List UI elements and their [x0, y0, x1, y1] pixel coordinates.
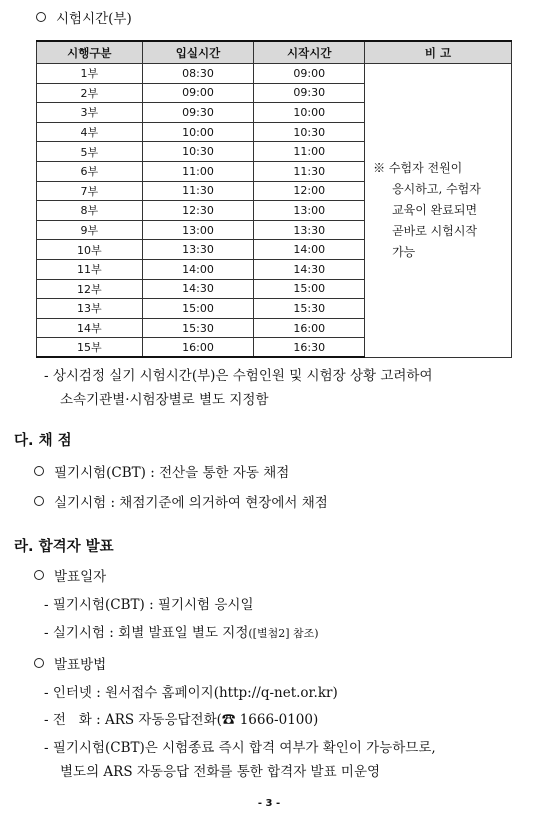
start-time-cell: 16:30 — [254, 338, 365, 358]
header-entry-time: 입실시간 — [142, 41, 254, 64]
entry-time-cell: 12:30 — [142, 201, 254, 221]
note-line: 응시하고, 수험자 — [392, 181, 481, 196]
entry-time-cell: 08:30 — [142, 64, 254, 84]
entry-time-cell: 10:00 — [142, 122, 254, 142]
note-line: ※ 수험자 전원이 — [373, 160, 463, 175]
entry-time-cell: 14:00 — [142, 259, 254, 279]
grading-section-title: 다. 채 점 — [14, 433, 72, 449]
start-time-cell: 16:00 — [254, 318, 365, 338]
session-cell: 4부 — [37, 122, 143, 142]
circle-bullet-icon — [34, 466, 44, 476]
header-session: 시행구분 — [37, 41, 143, 64]
table-row — [37, 64, 512, 84]
announcement-method-item: 별도의 ARS 자동응답 전화를 통한 합격자 발표 미운영 — [60, 764, 381, 780]
entry-time-cell: 09:00 — [142, 83, 254, 103]
header-start-time: 시작시간 — [254, 41, 365, 64]
session-cell: 5부 — [37, 142, 143, 162]
announcement-method-heading: 발표방법 — [34, 656, 106, 674]
entry-time-cell: 13:00 — [142, 220, 254, 240]
session-cell: 1부 — [37, 64, 143, 84]
start-time-cell: 15:30 — [254, 299, 365, 319]
start-time-cell: 09:30 — [254, 83, 365, 103]
entry-time-cell: 10:30 — [142, 142, 254, 162]
exam-time-remark-line-1: - 상시검정 실기 시험시간(부)은 수험인원 및 시험장 상황 고려하여 — [44, 368, 433, 384]
start-time-cell: 11:30 — [254, 161, 365, 181]
announcement-method-item: - 인터넷 : 원서접수 홈페이지(http://q-net.or.kr) — [44, 685, 338, 701]
announcement-date-item: - 필기시험(CBT) : 필기시험 응시일 — [44, 597, 254, 613]
start-time-cell: 11:00 — [254, 142, 365, 162]
session-cell: 14부 — [37, 318, 143, 338]
entry-time-cell: 15:30 — [142, 318, 254, 338]
entry-time-cell: 14:30 — [142, 279, 254, 299]
entry-time-cell: 16:00 — [142, 338, 254, 358]
session-cell: 3부 — [37, 103, 143, 123]
circle-bullet-icon — [34, 570, 44, 580]
session-cell: 11부 — [37, 259, 143, 279]
appendix-reference: ([별첨2] 참조) — [248, 627, 319, 640]
exam-time-heading: 시험시간(부) — [36, 10, 132, 28]
start-time-cell: 14:00 — [254, 240, 365, 260]
announcement-date-heading: 발표일자 — [34, 568, 106, 586]
circle-bullet-icon — [34, 496, 44, 506]
session-cell: 7부 — [37, 181, 143, 201]
note-line: 곧바로 시험시작 — [392, 223, 478, 238]
entry-time-cell: 09:30 — [142, 103, 254, 123]
grading-item: 실기시험 : 채점기준에 의거하여 현장에서 채점 — [34, 494, 328, 512]
grading-item: 필기시험(CBT) : 전산을 통한 자동 채점 — [34, 464, 289, 482]
session-cell: 15부 — [37, 338, 143, 358]
announcement-method-item: - 필기시험(CBT)은 시험종료 즉시 합격 여부가 확인이 가능하므로, — [44, 740, 436, 756]
start-time-cell: 14:30 — [254, 259, 365, 279]
note-line: 가능 — [392, 244, 416, 259]
start-time-cell: 13:30 — [254, 220, 365, 240]
table-header-row — [37, 41, 512, 64]
session-cell: 12부 — [37, 279, 143, 299]
session-cell: 6부 — [37, 161, 143, 181]
start-time-cell: 10:30 — [254, 122, 365, 142]
exam-time-remark-line-2: 소속기관별·시험장별로 별도 지정함 — [60, 392, 269, 408]
announcement-date-item: - 실기시험 : 회별 발표일 별도 지정([별첨2] 참조) — [44, 625, 319, 641]
exam-schedule-table — [36, 40, 512, 358]
session-cell: 2부 — [37, 83, 143, 103]
entry-time-cell: 11:30 — [142, 181, 254, 201]
start-time-cell: 15:00 — [254, 279, 365, 299]
announcement-method-item: - 전 화 : ARS 자동응답전화(☎ 1666-0100) — [44, 712, 319, 728]
start-time-cell: 12:00 — [254, 181, 365, 201]
note-line: 교육이 완료되면 — [392, 202, 478, 217]
remarks-cell — [365, 64, 512, 358]
page-number: - 3 - — [257, 798, 281, 809]
start-time-cell: 13:00 — [254, 201, 365, 221]
circle-bullet-icon — [36, 12, 46, 22]
entry-time-cell: 15:00 — [142, 299, 254, 319]
start-time-cell: 09:00 — [254, 64, 365, 84]
header-remarks: 비 고 — [365, 41, 512, 64]
entry-time-cell: 11:00 — [142, 161, 254, 181]
session-cell: 9부 — [37, 220, 143, 240]
session-cell: 13부 — [37, 299, 143, 319]
entry-time-cell: 13:30 — [142, 240, 254, 260]
start-time-cell: 10:00 — [254, 103, 365, 123]
session-cell: 10부 — [37, 240, 143, 260]
circle-bullet-icon — [34, 658, 44, 668]
announcement-section-title: 라. 합격자 발표 — [14, 539, 114, 555]
session-cell: 8부 — [37, 201, 143, 221]
